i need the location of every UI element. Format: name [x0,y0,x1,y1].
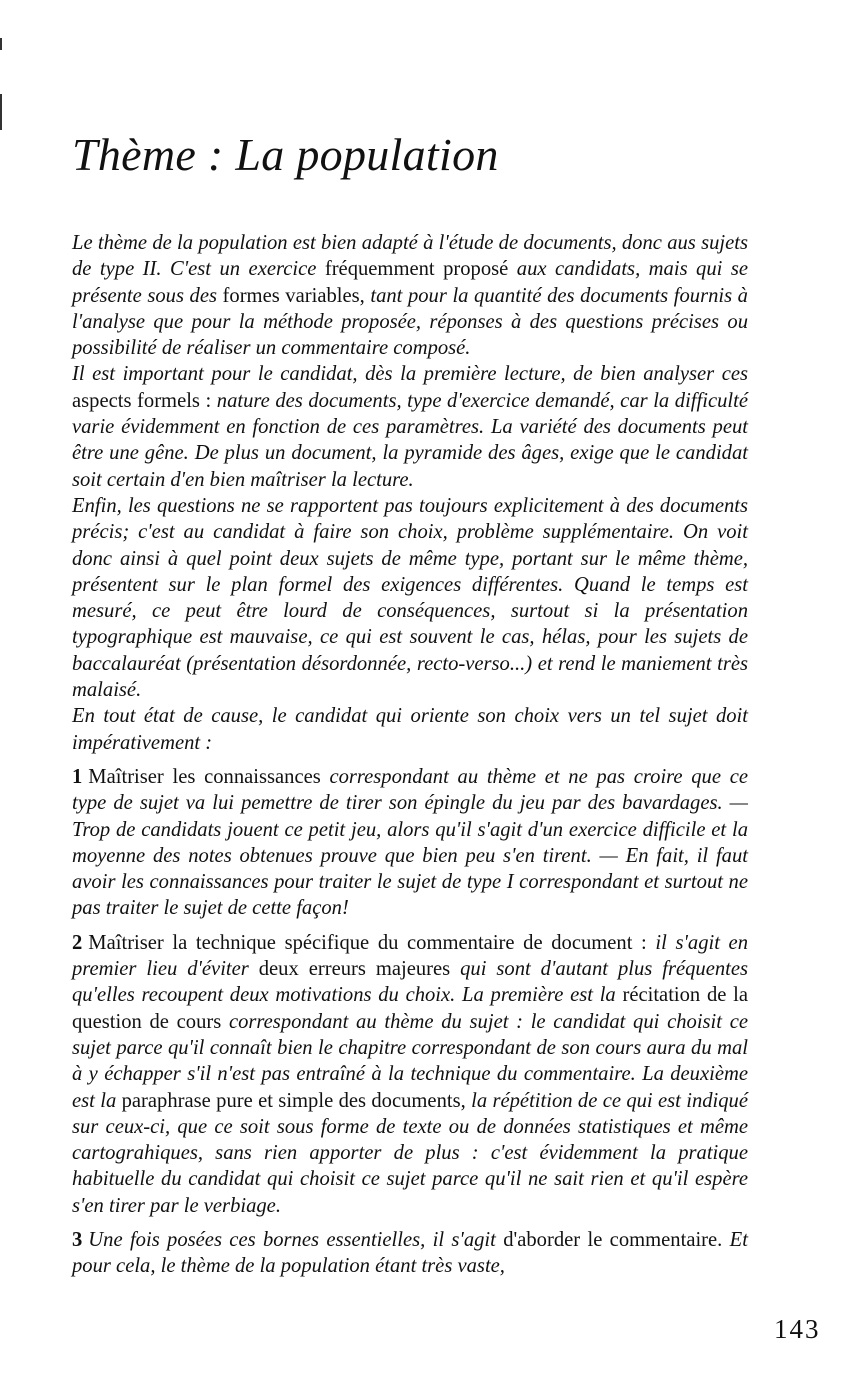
text-segment: Maîtriser la technique spécifique du commentaire de document : [88,931,656,954]
text-segment: nature des documents, type d'exercice demandé, car la difficulté varie évidemment en fonction de ces paramètres. La variété des documents peut être une gêne. De plus un document, la pyramide des âges, exige que le candidat soit certain d'en bien maîtriser la lecture. [72,389,748,491]
text-segment: aux candidats, mais qui se présente sous des [72,258,748,307]
text-segment: Maîtriser les connaissances [88,765,330,788]
paragraph-number: 3 [72,1228,83,1251]
text-segment: deux erreurs majeures [258,958,461,981]
text-segment: fréquemment proposé [324,258,517,281]
text-segment: Le thème de la population est bien adapté à l'étude de documents, donc aus sujets de type II. C'est un exercice [72,232,748,281]
text-segment: la répétition de ce qui est indiqué sur ceux-ci, que ce soit sous forme de texte ou de données statistiques et même cartograhiques, sans rien apporter de plus : c'est évidemment la pratique habituelle du candidat qui choisit ce sujet parce qu'il ne sait rien et qu'il espère s'en tirer par le verbiage. [72,1089,748,1217]
body-text [72,230,748,1280]
paragraph [72,493,748,703]
paragraph-number: 2 [72,931,83,954]
paragraph [72,230,748,361]
paragraph [72,703,748,756]
text-segment: récitation de la question de cours [72,984,749,1033]
text-segment: tant pour la quantité des documents fournis à l'analyse que pour la méthode proposée, réponses à des questions précises ou possibilité de réaliser un commentaire composé. [72,284,748,360]
text-segment: Une fois posées ces bornes essentielles, il s'agit [88,1228,504,1251]
numbered-paragraph [72,930,748,1219]
page-number: 143 [774,1314,821,1344]
numbered-paragraph [72,1227,748,1280]
text-segment: d'aborder le commentaire. [503,1228,730,1251]
text-segment: Enfin, les questions ne se rapportent pas toujours explicitement à des documents précis; c'est au candidat à faire son choix, problème supplémentaire. On voit donc ainsi à quel point deux sujets de même type, portant sur le même thème, présentent sur le plan formel des exigences différentes. Quand le temps est mesuré, ce peut être lourd de conséquences, surtout si la présentation typographique est mauvaise, ce qui est souvent le cas, hélas, pour les sujets de baccalauréat (présentation désordonnée, recto-verso...) et rend le maniement très malaisé. [72,494,748,702]
page-title: Thème : La population [72,129,499,180]
numbered-paragraph [72,764,748,922]
text-segment: paraphrase pure et simple des documents, [121,1089,472,1112]
text-segment: En tout état de cause, le candidat qui oriente son choix vers un tel sujet doit impérativement : [72,705,748,754]
text-segment: correspondant au thème et ne pas croire que ce type de sujet va lui pemettre de tirer son épingle du jeu par des bavardages. — Trop de candidats jouent ce petit jeu, alors qu'il s'agit d'un exercice difficile et la moyenne des notes obtenues prouve que bien peu s'en tirent. — En fait, il faut avoir les connaissances pour traiter le sujet de type I correspondant et surtout ne pas traiter le sujet de cette façon! [72,765,748,920]
text-segment: il s'agit en premier lieu d'éviter [72,931,748,981]
paragraph [72,361,748,492]
text-segment: formes variables, [222,284,371,307]
left-margin-mark [0,94,2,130]
paragraph-number: 1 [72,765,83,788]
text-segment: Et pour cela, le thème de la population étant très vaste, [72,1228,748,1278]
text-segment: aspects formels : [72,389,217,412]
left-margin-mark [0,38,2,50]
text-segment: qui sont d'autant plus fréquentes qu'elles recoupent deux motivations du choix. La première est la [72,958,749,1007]
text-segment: Il est important pour le candidat, dès la première lecture, de bien analyser ces [72,363,748,386]
text-segment: correspondant au thème du sujet : le candidat qui choisit ce sujet parce qu'il connaît bien le chapitre correspondant de son cours aura du mal à y échapper s'il n'est pas entraîné à la technique du commentaire. La deuxième est la [72,1010,748,1112]
